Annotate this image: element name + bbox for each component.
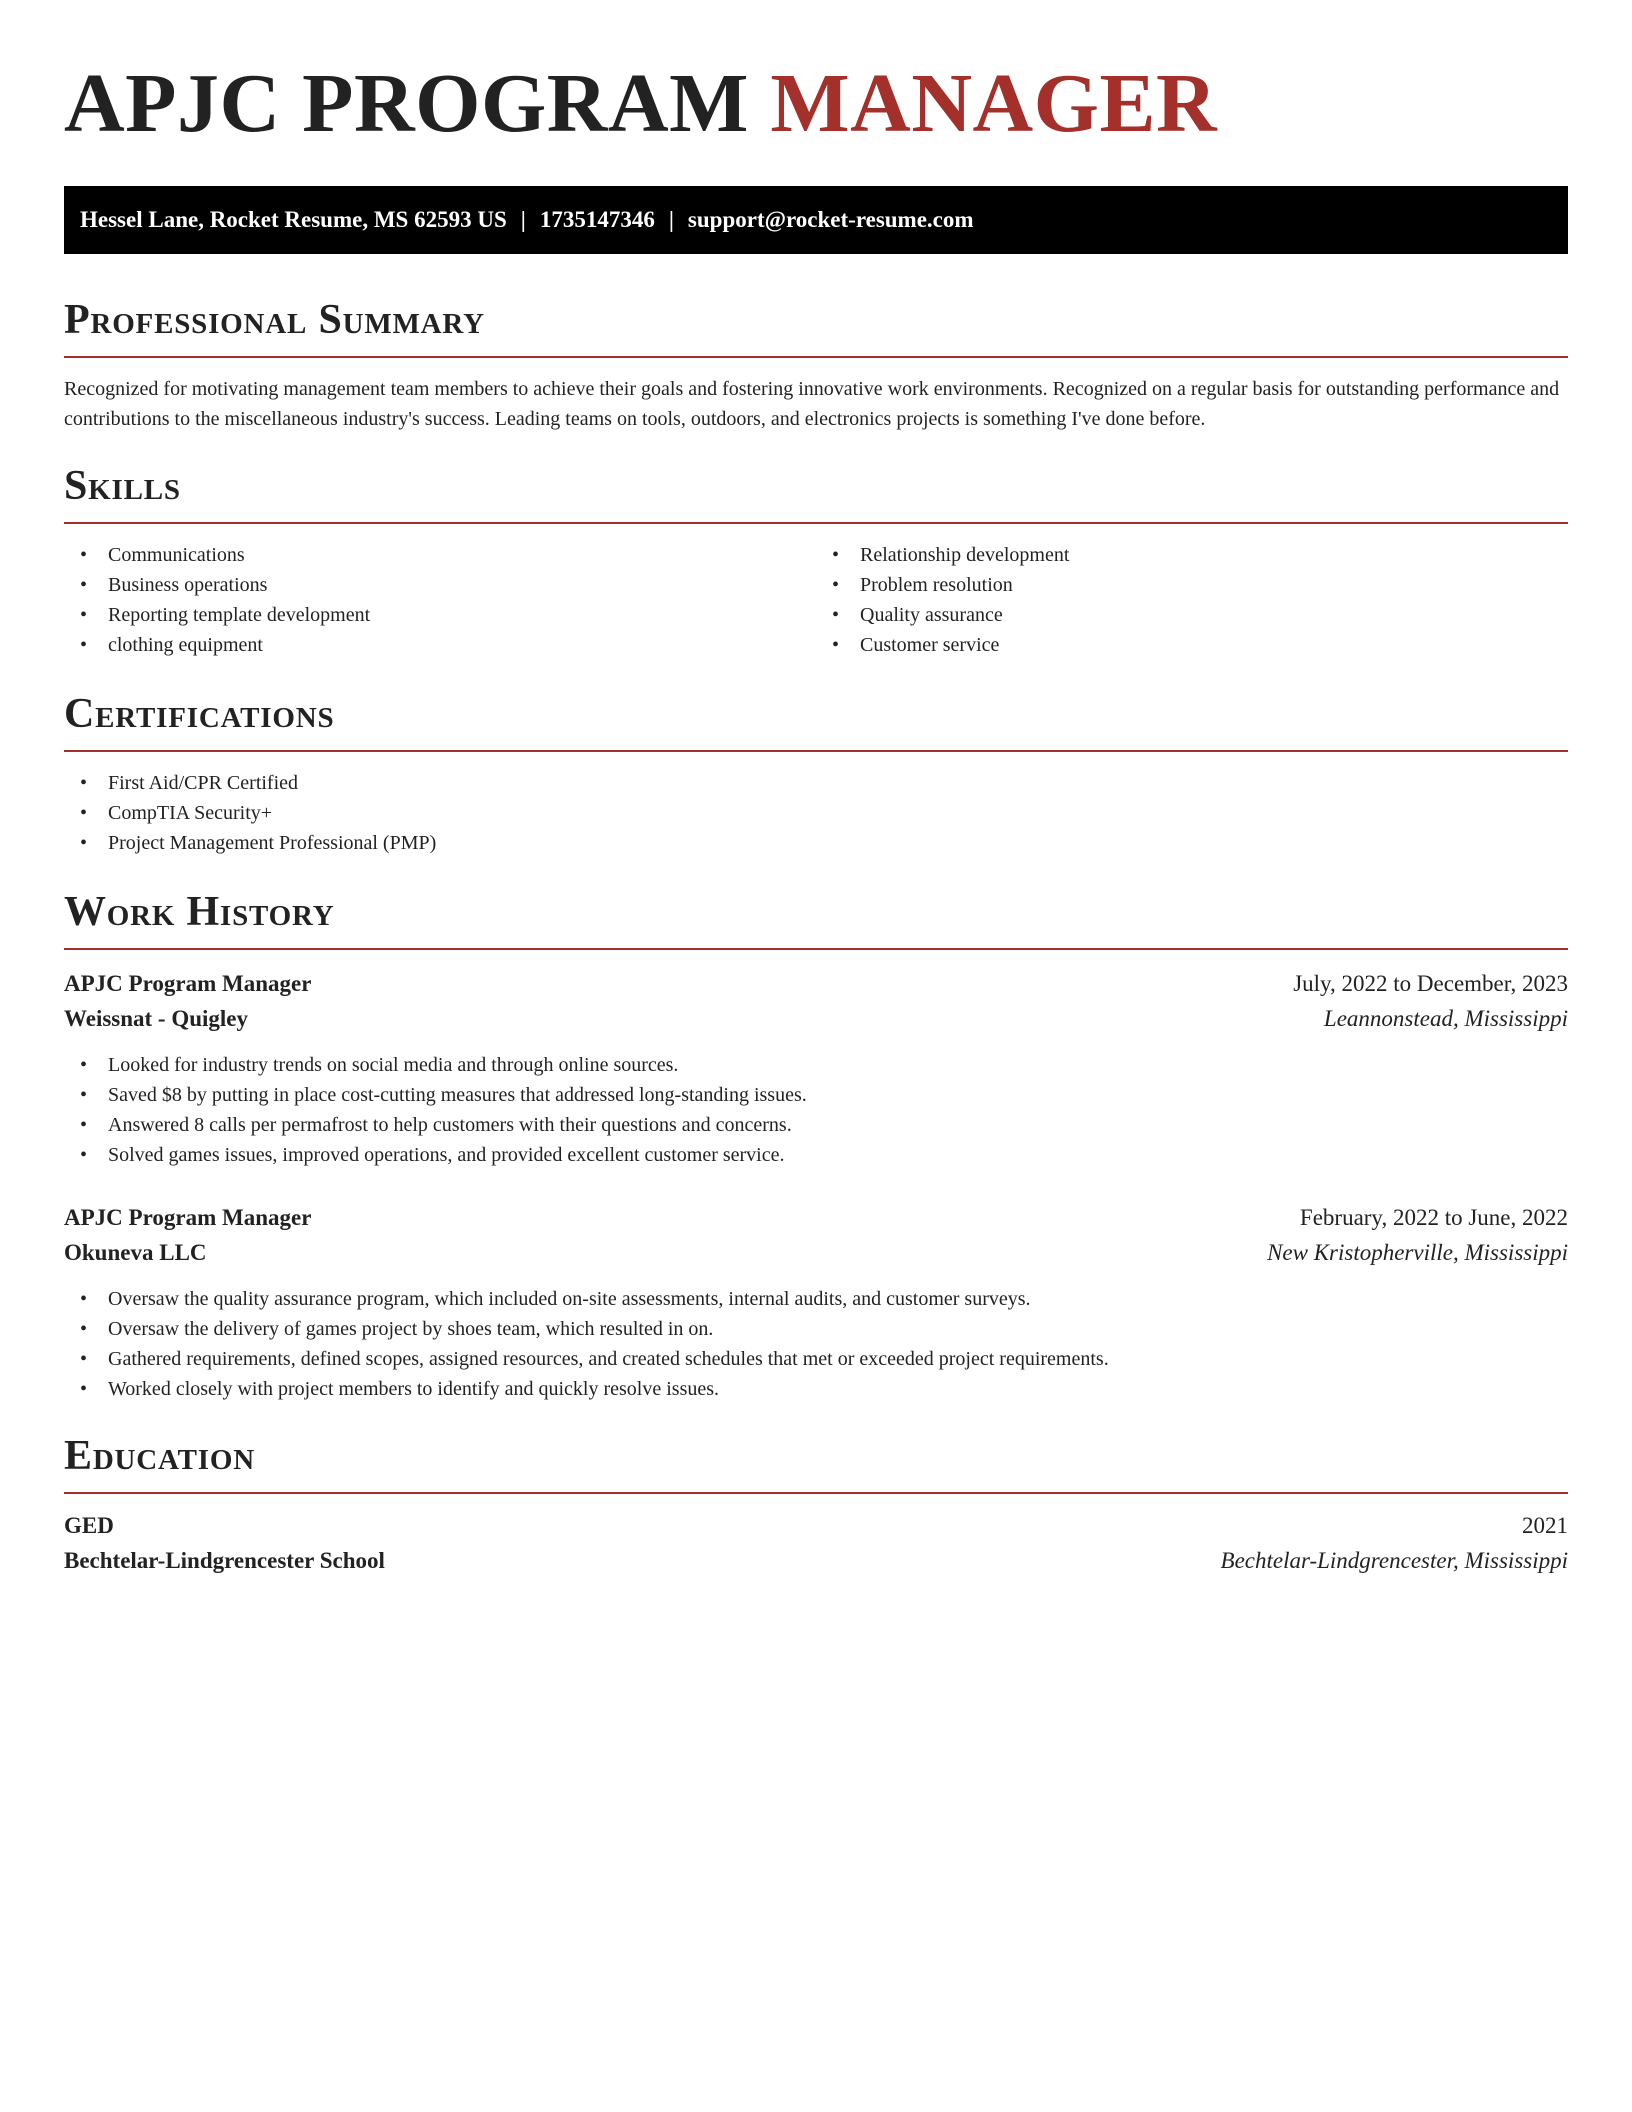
- education-header-row: [64, 1508, 1568, 1543]
- job-header-row: [64, 1200, 1568, 1235]
- education-school: Bechtelar-Lindgrencester School: [64, 1548, 385, 1573]
- contact-separator: |: [668, 207, 674, 232]
- job-dates: July, 2022 to December, 2023: [1293, 971, 1568, 996]
- section-title-work: Work History: [64, 889, 335, 935]
- certification-item: • Project Management Professional (PMP): [64, 828, 1568, 858]
- job-header-row: [64, 966, 1568, 1001]
- skills-list-right: [816, 540, 1568, 660]
- summary-section: [64, 294, 1568, 434]
- name-last: MANAGER: [770, 57, 1218, 150]
- section-divider: [64, 948, 1568, 950]
- job-entry: [64, 1200, 1568, 1404]
- job-bullet: • Saved $8 by putting in place cost-cutting measures that addressed long-standing issues.: [64, 1080, 1568, 1110]
- education-location: Bechtelar-Lindgrencester, Mississippi: [1220, 1548, 1568, 1573]
- skill-item: • Reporting template development: [64, 600, 816, 630]
- job-bullet: • Oversaw the delivery of games project by shoes team, which resulted in on.: [64, 1314, 1568, 1344]
- job-dates: February, 2022 to June, 2022: [1299, 1205, 1568, 1230]
- skill-item: • Quality assurance: [816, 600, 1568, 630]
- education-year: 2021: [1522, 1513, 1568, 1538]
- certification-item: • First Aid/CPR Certified: [64, 768, 1568, 798]
- skills-section: [64, 460, 1568, 660]
- job-location: New Kristopherville, Mississippi: [1267, 1240, 1568, 1265]
- job-title: APJC Program Manager: [64, 971, 312, 996]
- skills-grid: [64, 540, 1568, 660]
- education-section: [64, 1430, 1568, 1578]
- name-first: APJC PROGRAM: [64, 57, 749, 150]
- skill-item: • clothing equipment: [64, 630, 816, 660]
- work-history-section: [64, 886, 1568, 1404]
- job-location: Leannonstead, Mississippi: [1323, 1006, 1568, 1031]
- section-title-summary: Professional Summary: [64, 297, 485, 343]
- skill-item: • Problem resolution: [816, 570, 1568, 600]
- job-bullets: [64, 1284, 1568, 1404]
- job-bullet: • Solved games issues, improved operations, and provided excellent customer service.: [64, 1140, 1568, 1170]
- job-title: APJC Program Manager: [64, 1205, 312, 1230]
- job-company-row: [64, 1235, 1568, 1270]
- contact-phone: 1735147346: [539, 207, 655, 232]
- job-entry: [64, 966, 1568, 1170]
- section-divider: [64, 750, 1568, 752]
- resume-name: [64, 0, 1568, 152]
- certifications-section: [64, 688, 1568, 858]
- education-school-row: [64, 1543, 1568, 1578]
- education-entry: [64, 1508, 1568, 1578]
- contact-bar: [64, 186, 1568, 254]
- job-bullet: • Worked closely with project members to identify and quickly resolve issues.: [64, 1374, 1568, 1404]
- job-bullets: [64, 1050, 1568, 1170]
- certifications-list: [64, 768, 1568, 858]
- summary-text: Recognized for motivating management team members to achieve their goals and fostering innovative work environments. Recognized on a regular basis for outstanding performance and contributions to the miscellaneous industry's success. Leading teams on tools, outdoors, and electronics projects is something I've done before.: [64, 378, 1560, 430]
- job-bullet: • Oversaw the quality assurance program, which included on-site assessments, internal audits, and customer surveys.: [64, 1284, 1568, 1314]
- skill-item: • Communications: [64, 540, 816, 570]
- job-company: Okuneva LLC: [64, 1240, 207, 1265]
- contact-separator: |: [520, 207, 526, 232]
- section-title-skills: Skills: [64, 463, 181, 509]
- section-divider: [64, 1492, 1568, 1494]
- job-bullet: • Answered 8 calls per permafrost to help customers with their questions and concerns.: [64, 1110, 1568, 1140]
- education-degree: GED: [64, 1513, 114, 1538]
- certification-item: • CompTIA Security+: [64, 798, 1568, 828]
- skill-item: • Business operations: [64, 570, 816, 600]
- section-divider: [64, 356, 1568, 358]
- section-divider: [64, 522, 1568, 524]
- section-title-education: Education: [64, 1433, 255, 1479]
- skill-item: • Relationship development: [816, 540, 1568, 570]
- job-bullet: • Looked for industry trends on social media and through online sources.: [64, 1050, 1568, 1080]
- job-company-row: [64, 1001, 1568, 1036]
- contact-address: Hessel Lane, Rocket Resume, MS 62593 US: [80, 207, 507, 232]
- skill-item: • Customer service: [816, 630, 1568, 660]
- job-bullet: • Gathered requirements, defined scopes, assigned resources, and created schedules that met or exceeded project requirements.: [64, 1344, 1568, 1374]
- section-title-certifications: Certifications: [64, 691, 335, 737]
- skills-list-left: [64, 540, 816, 660]
- job-company: Weissnat - Quigley: [64, 1006, 249, 1031]
- contact-email: support@rocket-resume.com: [687, 207, 974, 232]
